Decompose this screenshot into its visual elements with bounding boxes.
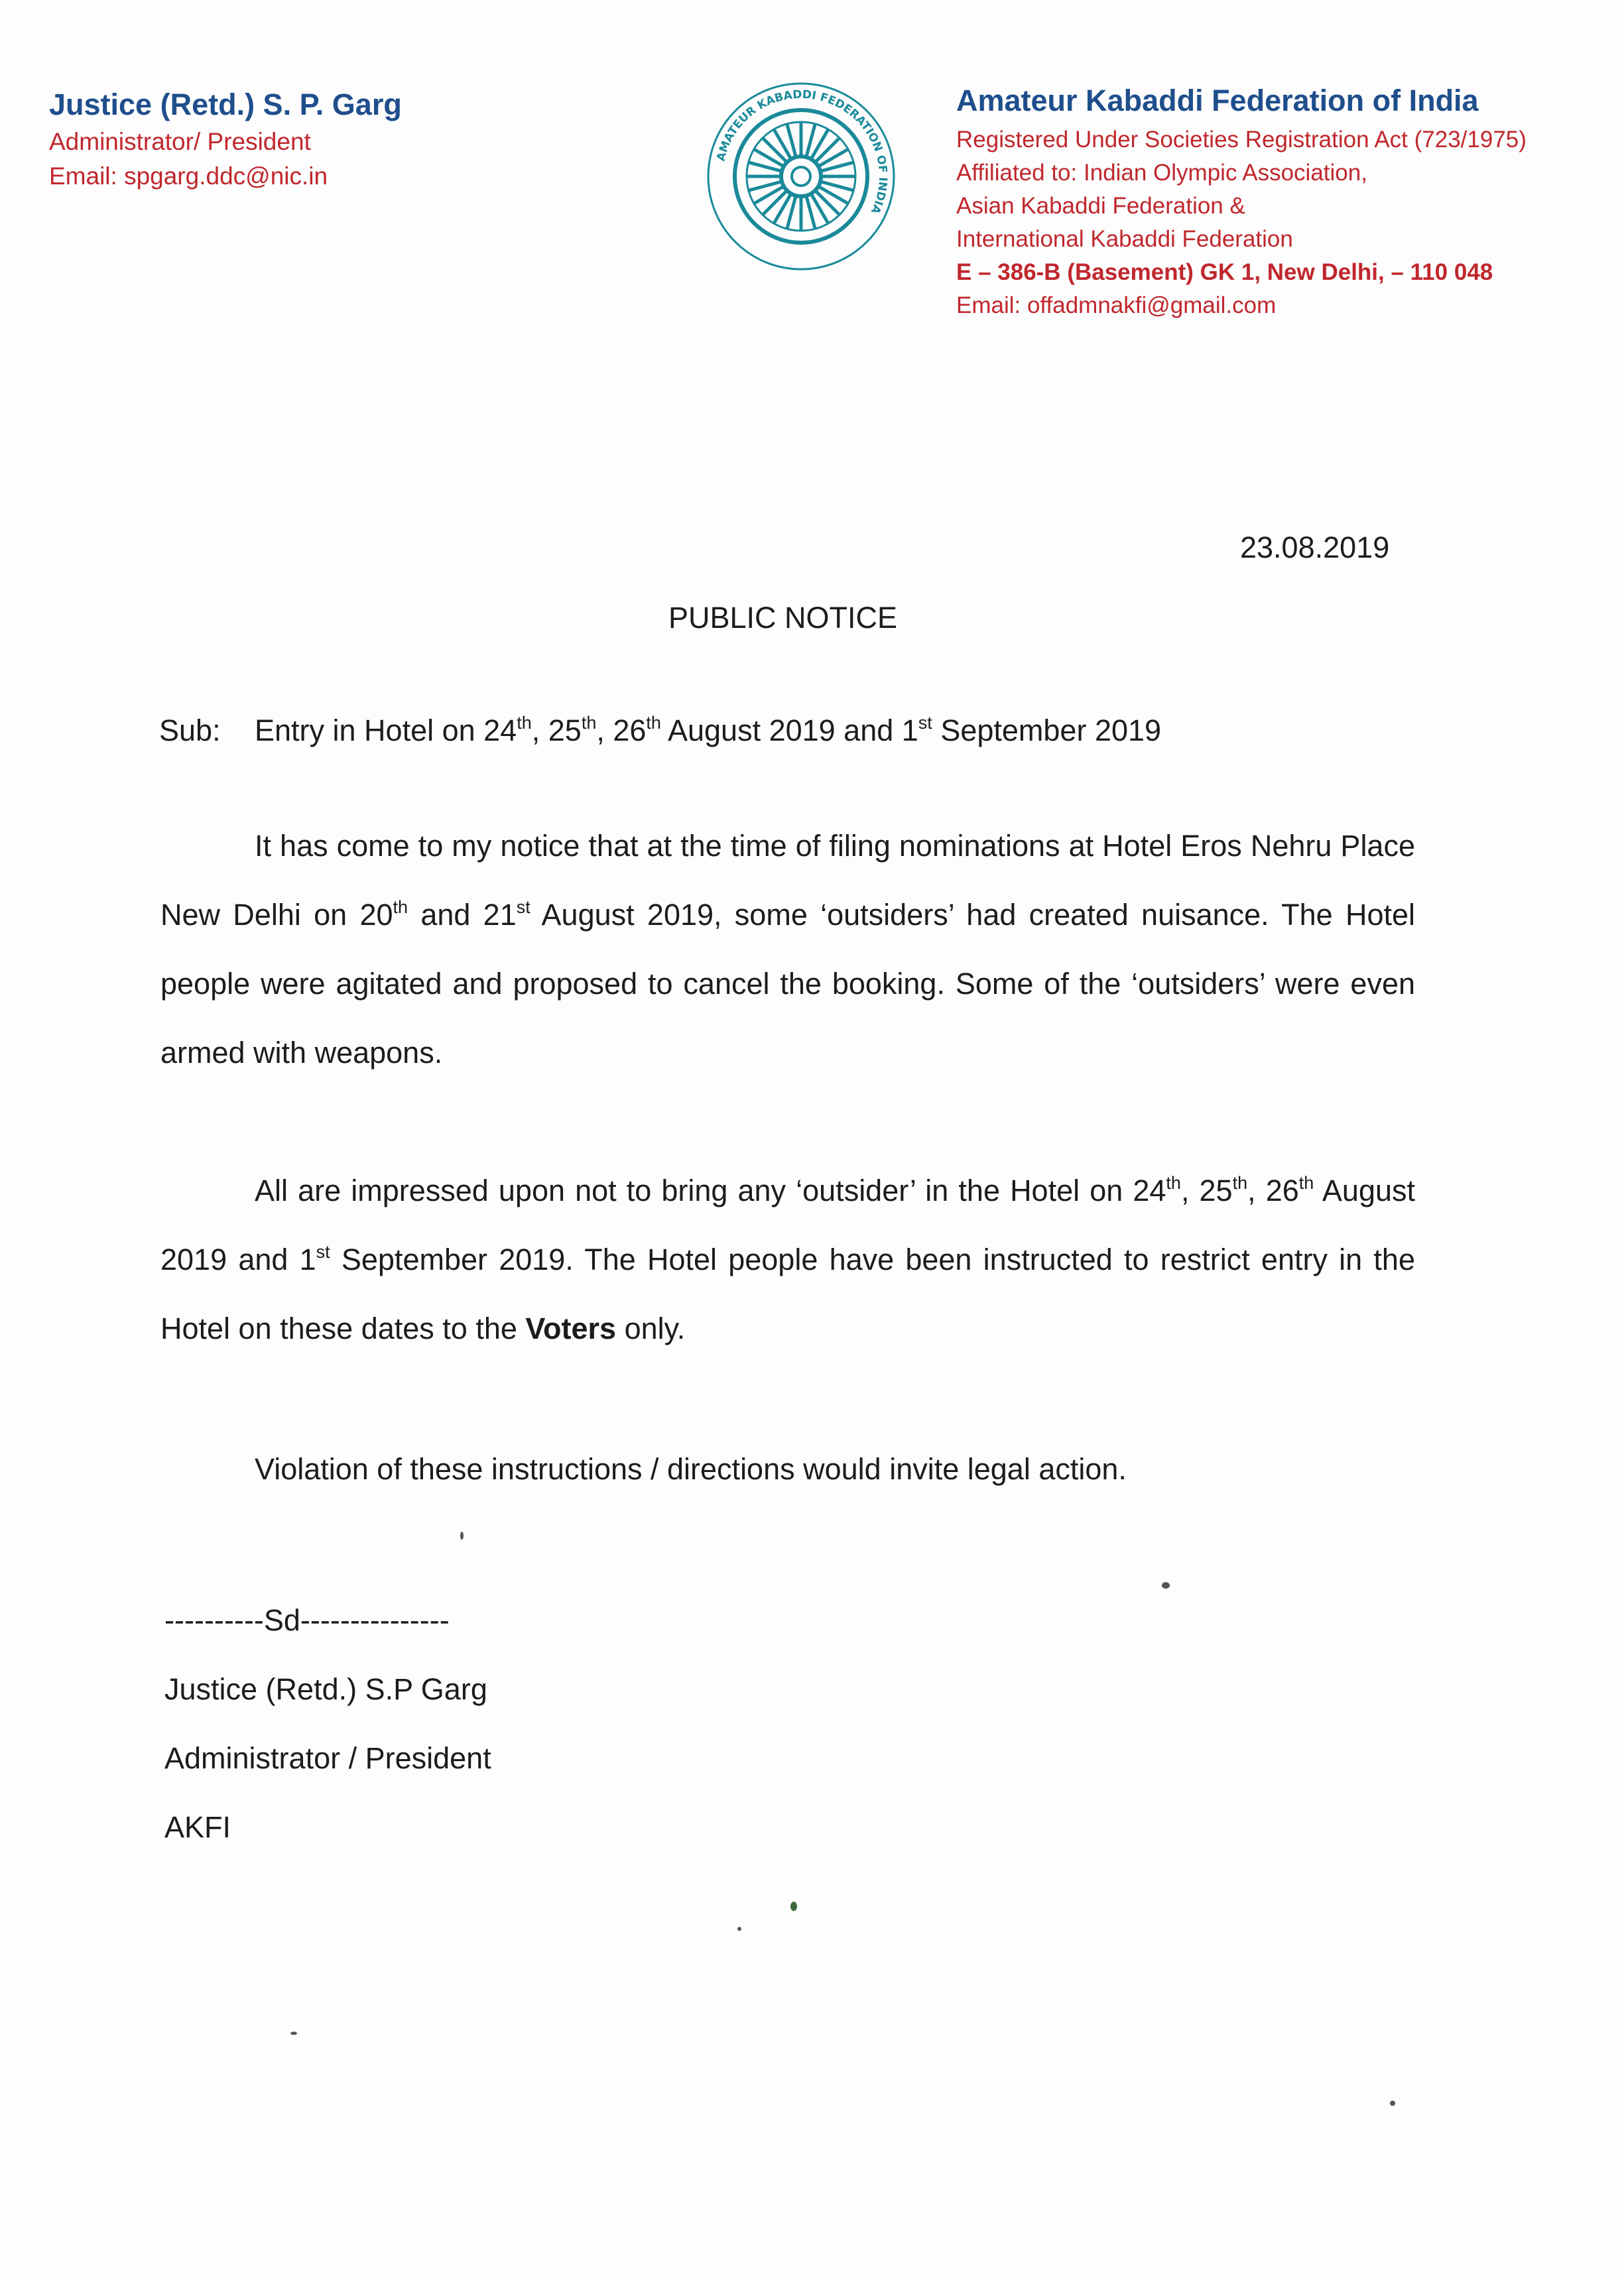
ordinal-suffix: th <box>581 713 597 733</box>
emblem-spoke <box>763 138 787 162</box>
ordinal-suffix: th <box>646 713 661 733</box>
sender-name: Justice (Retd.) S. P. Garg <box>49 88 402 121</box>
paragraph-text: , 25 <box>1180 1174 1233 1207</box>
subject-text: , 25 <box>531 713 582 747</box>
ordinal-suffix: th <box>393 897 408 917</box>
organization-name: Amateur Kabaddi Federation of India <box>956 84 1479 117</box>
subject-text: Entry in Hotel on 24 <box>255 713 517 747</box>
body-paragraph-2 <box>160 1156 1415 1363</box>
body-paragraph-3: Violation of these instructions / directions would invite legal action. <box>255 1452 1127 1486</box>
scan-speck <box>1162 1582 1170 1589</box>
registration-line: Registered Under Societies Registration Act (723/1975) <box>956 127 1527 153</box>
scan-speck <box>1390 2101 1395 2106</box>
sender-email: Email: spgarg.ddc@nic.in <box>49 162 328 190</box>
ordinal-suffix: th <box>1166 1173 1181 1193</box>
notice-date: 23.08.2019 <box>1240 530 1390 564</box>
subject-label: Sub: <box>159 713 221 747</box>
paragraph-text: September 2019. The Hotel people have been instructed to restrict entry in the Hotel on these dates to the <box>160 1243 1415 1345</box>
emblem-spoke <box>763 190 787 215</box>
signature-block <box>164 1586 491 1862</box>
ordinal-suffix: st <box>918 713 932 733</box>
signed-marker: ----------Sd--------------- <box>164 1603 450 1637</box>
signatory-organization: AKFI <box>164 1810 231 1844</box>
affiliation-line: Asian Kabaddi Federation & <box>956 193 1245 219</box>
chakra-emblem-icon <box>702 77 901 276</box>
emblem-spoke <box>815 190 840 215</box>
organization-email: Email: offadmnakfi@gmail.com <box>956 292 1277 318</box>
ordinal-suffix: st <box>316 1242 330 1262</box>
signatory-role: Administrator / President <box>164 1741 491 1775</box>
body-paragraph-1 <box>160 812 1415 1087</box>
subject-text: August 2019 and 1 <box>660 713 918 747</box>
scan-speck <box>790 1902 797 1911</box>
paragraph-text: August 2019, some ‘outsiders’ had created nuisance. The Hotel people were agitated and proposed to cancel the booking. Some of the ‘outsiders’ were even armed with weapons. <box>160 898 1416 1070</box>
paragraph-text: All are impressed upon not to bring any ‘outsider’ in the Hotel on 24 <box>255 1174 1166 1207</box>
paragraph-text: and 21 <box>408 898 517 932</box>
voters-emphasis: Voters <box>525 1312 617 1345</box>
sender-role: Administrator/ President <box>49 128 311 155</box>
ordinal-suffix: th <box>1232 1173 1248 1193</box>
subject-text: September 2019 <box>932 713 1162 747</box>
scan-speck <box>737 1927 741 1931</box>
emblem-spoke <box>815 138 840 162</box>
scan-speck <box>290 2032 297 2035</box>
letterhead-left <box>49 85 646 194</box>
affiliation-line: International Kabaddi Federation <box>956 226 1293 252</box>
paragraph-text: August 2019 and 1 <box>160 1174 1416 1276</box>
subject-text: , 26 <box>596 713 647 747</box>
ordinal-suffix: th <box>517 713 532 733</box>
paragraph-text: only. <box>616 1312 686 1345</box>
ordinal-suffix: st <box>516 897 531 917</box>
ordinal-suffix: th <box>1298 1173 1314 1193</box>
organization-address: E – 386-B (Basement) GK 1, New Delhi, – 110 048 <box>956 259 1493 285</box>
scan-speck <box>460 1532 464 1540</box>
subject-line <box>159 711 1161 751</box>
letterhead-right <box>956 81 1619 322</box>
paragraph-text: It has come to my notice that at the time of filing nominations at Hotel Eros Nehru Place New Delhi on 20 <box>160 829 1415 932</box>
signatory-name: Justice (Retd.) S.P Garg <box>164 1672 487 1706</box>
paragraph-text: , 26 <box>1247 1174 1299 1207</box>
notice-title: PUBLIC NOTICE <box>668 601 898 635</box>
affiliation-line: Affiliated to: Indian Olympic Association, <box>956 160 1367 186</box>
logo-text: AMATEUR KABADDI FEDERATION OF INDIA <box>714 88 890 216</box>
